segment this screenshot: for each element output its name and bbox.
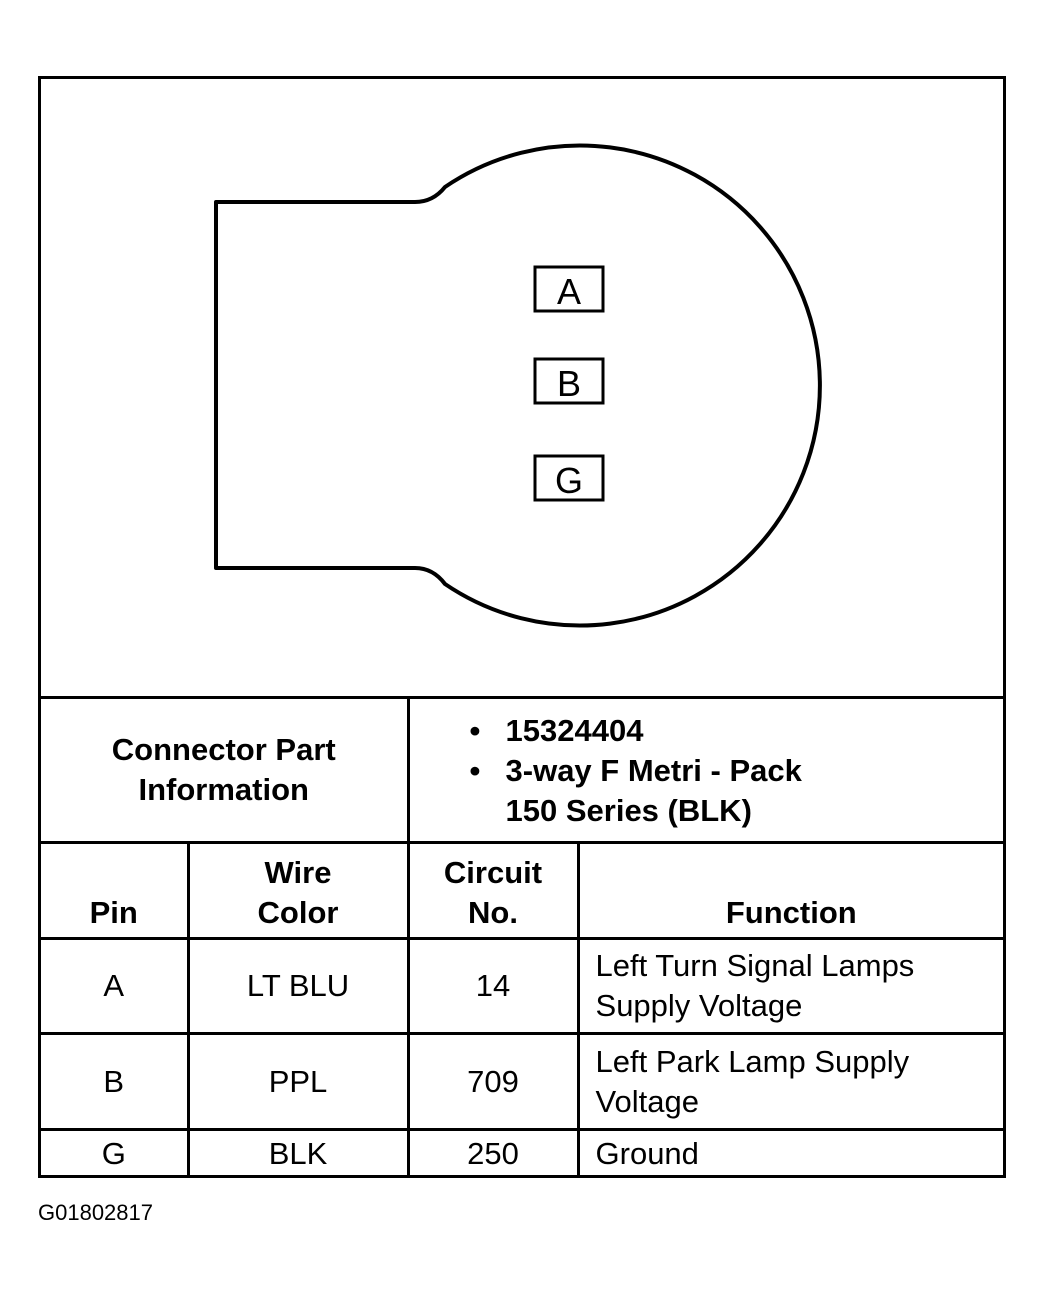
row-g-wire-color: BLK <box>188 1130 408 1177</box>
pin-g-cavity <box>535 456 603 501</box>
connector-face-drawing <box>41 79 1003 696</box>
row-b-wire-color: PPL <box>188 1034 408 1130</box>
part-info-list <box>410 701 1004 839</box>
header-function: Function <box>578 843 1003 939</box>
connector-outline <box>216 146 820 626</box>
row-b-circuit: 709 <box>408 1034 578 1130</box>
pin-g-label: G <box>554 460 584 501</box>
pin-a-label: A <box>556 271 582 312</box>
pin-b-cavity <box>535 359 603 404</box>
row-a-wire-color: LT BLU <box>188 939 408 1034</box>
part-info-details <box>408 698 1003 843</box>
row-b-function: Left Park Lamp Supply Voltage <box>578 1034 1003 1130</box>
connector-type-item: • 3-way F Metri - Pack 150 Series (BLK) <box>470 751 1004 831</box>
table-row <box>41 1130 1003 1177</box>
row-a-function: Left Turn Signal Lamps Supply Voltage <box>578 939 1003 1034</box>
row-b-pin: B <box>41 1034 188 1130</box>
part-number-item: • 15324404 <box>470 711 1004 751</box>
table-header-row <box>41 843 1003 939</box>
row-g-circuit: 250 <box>408 1130 578 1177</box>
header-circuit-no: Circuit No. <box>408 843 578 939</box>
pin-a-cavity <box>535 267 603 312</box>
connector-info-table <box>41 696 1003 1177</box>
row-g-pin: G <box>41 1130 188 1177</box>
row-a-circuit: 14 <box>408 939 578 1034</box>
connector-diagram <box>41 79 1003 696</box>
diagram-frame <box>38 76 1006 1178</box>
pin-b-label: B <box>556 363 582 404</box>
figure-id-caption: G01802817 <box>38 1200 153 1225</box>
table-row <box>41 1034 1003 1130</box>
header-pin: Pin <box>41 843 188 939</box>
row-a-pin: A <box>41 939 188 1034</box>
part-info-label: Connector Part Information <box>41 698 408 843</box>
row-g-function: Ground <box>578 1130 1003 1177</box>
part-info-row <box>41 698 1003 843</box>
header-wire-color: Wire Color <box>188 843 408 939</box>
table-row <box>41 939 1003 1034</box>
